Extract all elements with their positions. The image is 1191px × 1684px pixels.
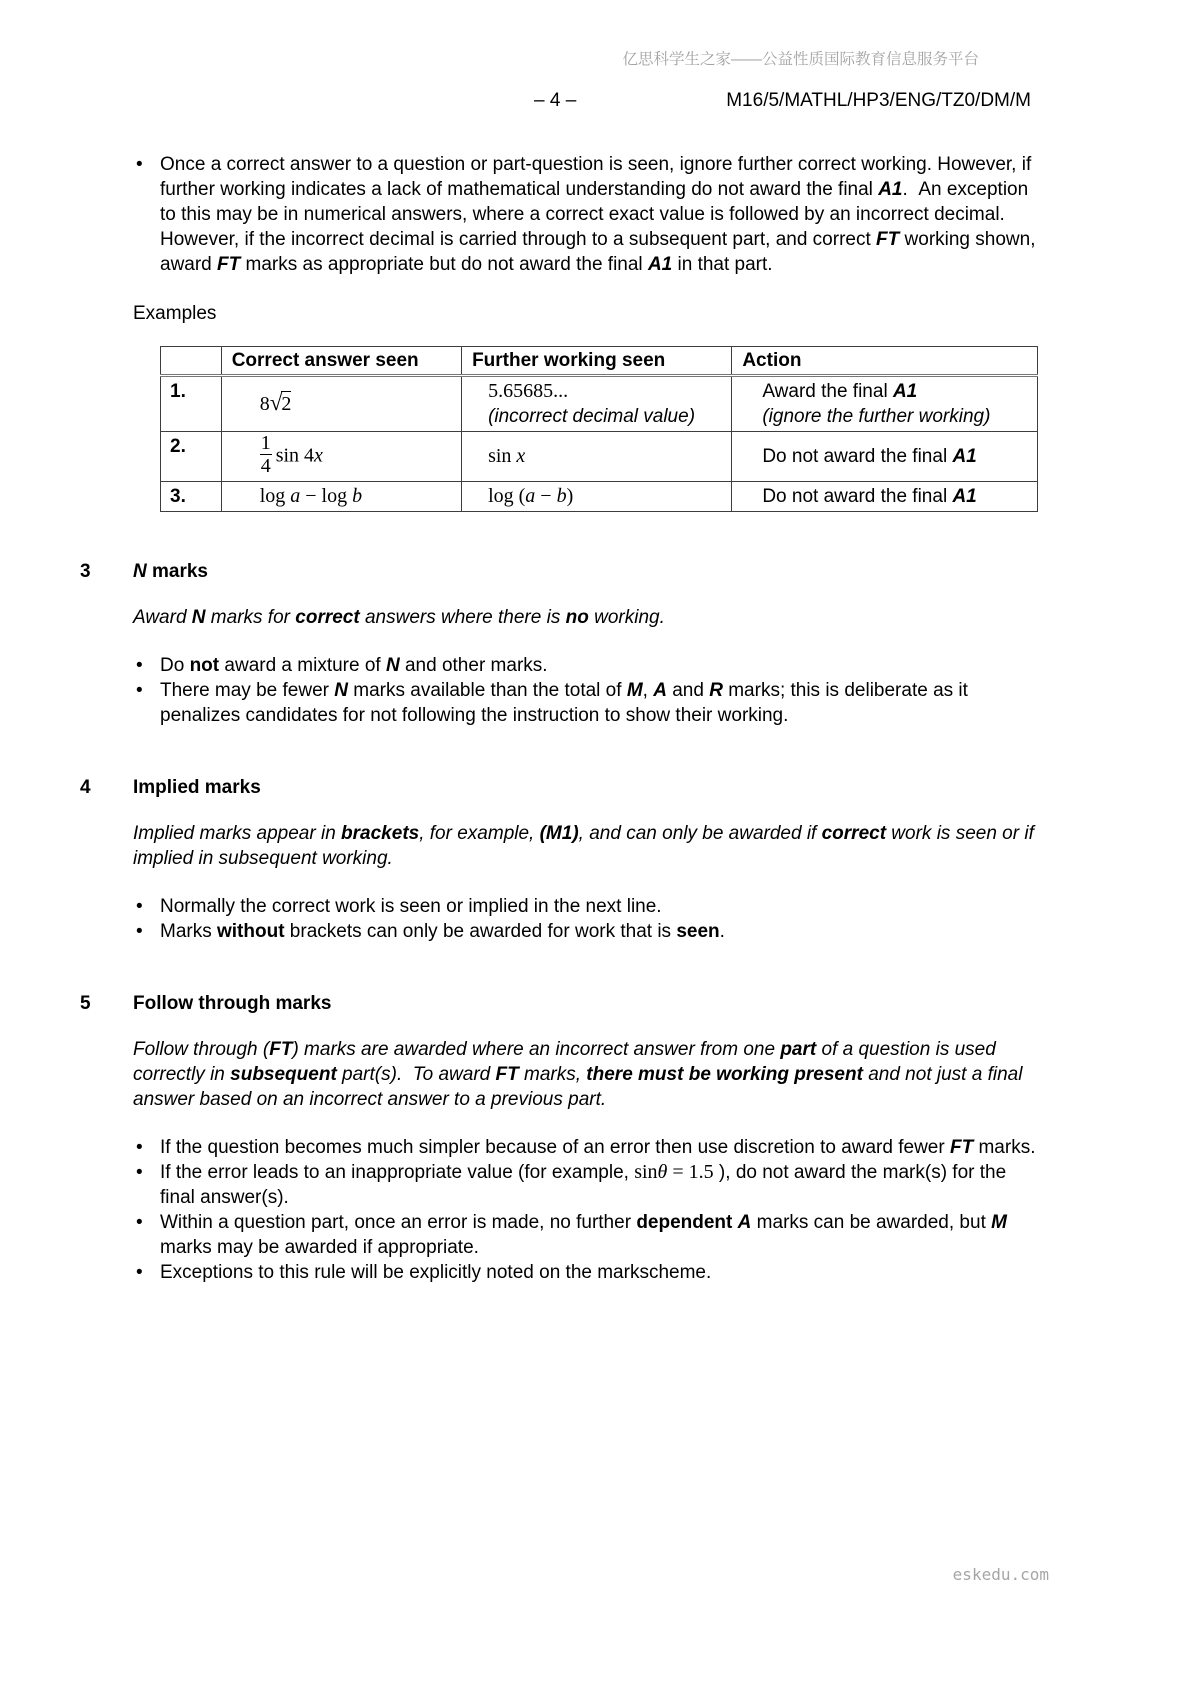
correct-answer-cell: 8 √ 2 (221, 376, 461, 432)
bullet-item: • Once a correct answer to a question or part-question is seen, ignore further correct working. However, if further working indicates a lack of mathematical understanding do not award the final A1. An exception to this may be in numerical answers, where a correct exact value is followed by an incorrect decimal. However, if the incorrect decimal is carried through to a subsequent part, and correct FT working shown, award FT marks as appropriate but do not award the final A1 in that part. (80, 152, 1038, 277)
section-intro: Implied marks appear in brackets, for example, (M1), and can only be awarded if correct work is seen or if implied in subsequent working. (133, 823, 1034, 869)
section-bullet-list (80, 894, 1038, 944)
bullet-item: • If the error leads to an inappropriate value (for example, sinθ = 1.5 ), do not award the mark(s) for the final answer(s). (80, 1160, 1038, 1210)
section-number: 4 (80, 777, 91, 798)
bullet-item: • Exceptions to this rule will be explicitly noted on the markscheme. (80, 1260, 1038, 1285)
section-number: 5 (80, 993, 91, 1014)
table-row (161, 482, 1038, 512)
table-header-row (161, 347, 1038, 376)
examples-label: Examples (133, 303, 217, 324)
section-heading (80, 991, 1038, 1016)
chinese-watermark-text: 亿思科学生之家——公益性质国际教育信息服务平台 (622, 51, 979, 68)
section-n-marks (80, 559, 1038, 728)
bullet-item: • Do not award a mixture of N and other marks. (80, 653, 1038, 678)
row-number: 1. (161, 376, 222, 432)
bullet-item: • Marks without brackets can only be awarded for work that is seen. (80, 919, 1038, 944)
correct-answer-cell: $\frac{1}{4}$ sin 4x (221, 432, 461, 482)
section-heading (80, 775, 1038, 800)
bullet-item: • If the question becomes much simpler because of an error then use discretion to award fewer FT marks. (80, 1135, 1038, 1160)
header-blank (161, 347, 222, 376)
further-working-cell: sin x (462, 432, 732, 482)
table-row (161, 376, 1038, 432)
table-row (161, 432, 1038, 482)
further-working-cell: log (a − b) (462, 482, 732, 512)
section-title: Follow through marks (133, 993, 332, 1014)
section-follow-through-marks (80, 991, 1038, 1285)
section-bullet-list (80, 1135, 1038, 1285)
intro-bullet-list (80, 152, 1038, 277)
section-intro: Follow through (FT) marks are awarded where an incorrect answer from one part of a question is used correctly in subsequent part(s). To award FT marks, there must be working present and not just a final answer based on an incorrect answer to a previous part. (133, 1039, 1023, 1110)
header-correct-answer-seen: Correct answer seen (221, 347, 461, 376)
row-number: 3. (161, 482, 222, 512)
section-number: 3 (80, 561, 91, 582)
page-content (80, 152, 1038, 1285)
section-heading (80, 559, 1038, 584)
page-number: – 4 – (534, 90, 577, 111)
examples-table (160, 346, 1038, 512)
bullet-item: • There may be fewer N marks available than the total of M, A and R marks; this is deliberate as it penalizes candidates for not following the instruction to show their working. (80, 678, 1038, 728)
section-title: N marks (133, 561, 209, 582)
action-cell: Award the final A1 (ignore the further working) (732, 376, 1038, 432)
header-further-working-seen: Further working seen (462, 347, 732, 376)
section-implied-marks (80, 775, 1038, 944)
action-cell: Do not award the final A1 (732, 482, 1038, 512)
section-bullet-list (80, 653, 1038, 728)
action-cell: Do not award the final A1 (732, 432, 1038, 482)
footer-watermark: eskedu.com (952, 1565, 1049, 1584)
bullet-item: • Within a question part, once an error is made, no further dependent A marks can be awarded, but M marks may be awarded if appropriate. (80, 1210, 1038, 1260)
bullet-item: • Normally the correct work is seen or implied in the next line. (80, 894, 1038, 919)
section-intro: Award N marks for correct answers where there is no working. (133, 607, 665, 628)
header-action: Action (732, 347, 1038, 376)
section-title: Implied marks (133, 777, 261, 798)
further-working-cell: 5.65685... (incorrect decimal value) (462, 376, 732, 432)
row-number: 2. (161, 432, 222, 482)
correct-answer-cell: log a − log b (221, 482, 461, 512)
exam-code: M16/5/MATHL/HP3/ENG/TZ0/DM/M (726, 90, 1031, 111)
